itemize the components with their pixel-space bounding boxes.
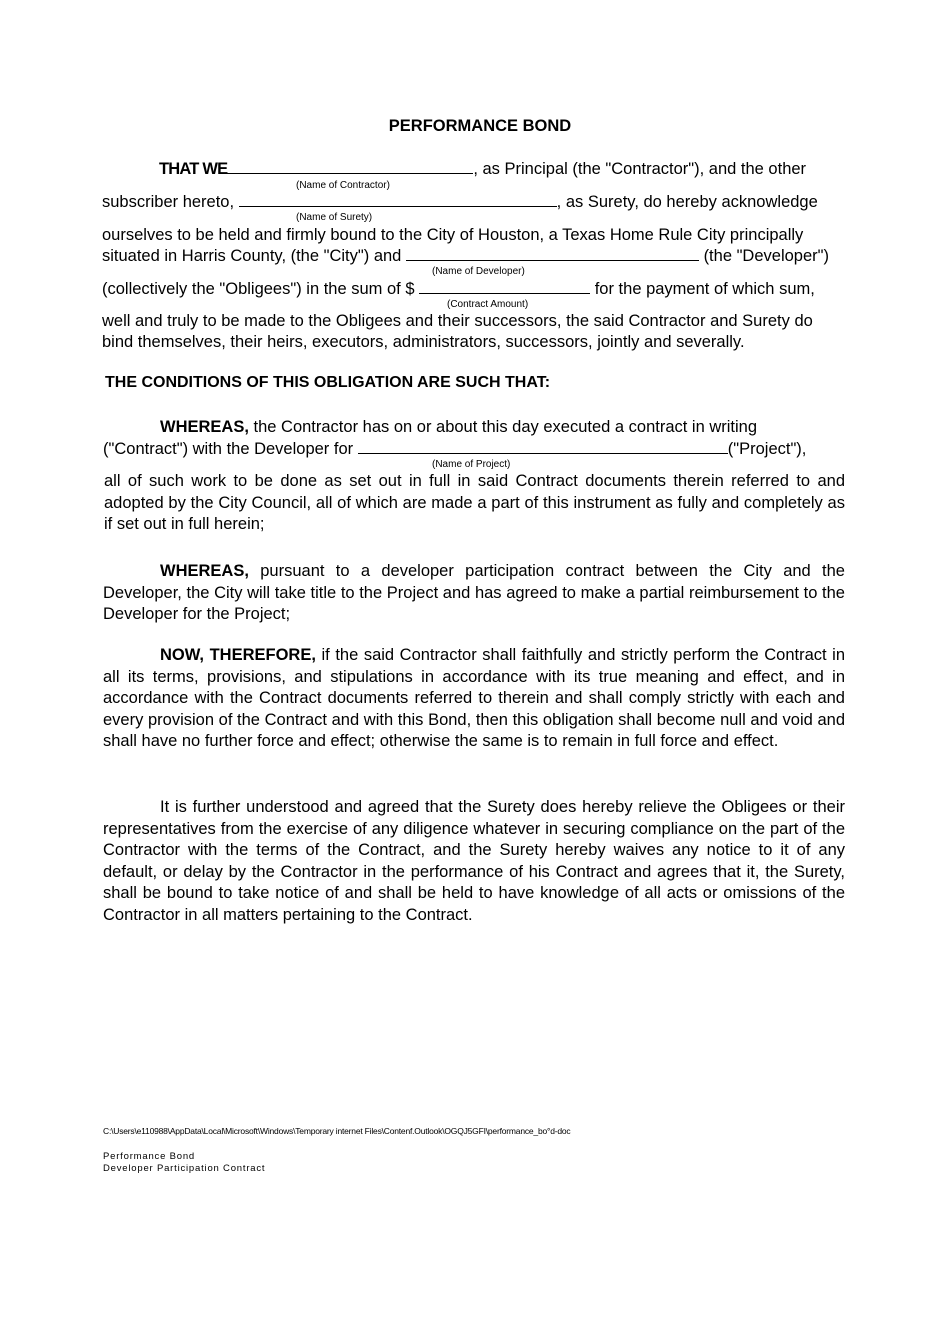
whereas-2-paragraph [103,561,845,626]
whereas-1-line-2-start: ("Contract") with the Developer for [103,440,354,458]
intro-line-1 [159,158,806,180]
intro-line-5-end: for the payment of which sum, [594,280,815,298]
intro-line-2 [102,191,818,213]
intro-line-4-start: situated in Harris County, (the "City") and [102,247,402,265]
further-paragraph [103,797,845,927]
caption-project: (Name of Project) [432,459,511,470]
footer-line-1: Performance Bond [103,1151,196,1162]
intro-line-2-start: subscriber hereto, [102,193,235,211]
whereas-1-line-2 [103,438,806,460]
whereas-1-line-2-end: ("Project"), [727,440,807,458]
intro-line-4-end: (the "Developer") [703,247,829,265]
intro-line-4 [102,245,829,267]
caption-developer: (Name of Developer) [432,266,525,277]
intro-line-5 [102,278,815,300]
project-name-blank[interactable] [358,438,728,454]
now-therefore-text: if the said Contractor shall faithfully and strictly perform the Contract in all its terms, provisions, and stipulations in accordance with its true meaning and effect, and in accordance with the Contract documents referred to therein and shall comply strictly with each and every provision of the Contract and with this Bond, then this obligation shall become null and void and shall have no further force and effect; otherwise the same is to remain in full force and effect. [103,646,845,751]
that-we-label: THAT WE [159,160,228,178]
developer-name-blank[interactable] [406,245,699,261]
caption-amount: (Contract Amount) [447,299,529,310]
whereas-1-line-1 [160,417,757,438]
file-path: C:\Users\e110988\AppData\Local\Microsoft\Windows\Temporary internet Files\Contenf.Outlook\OGQJ5GFI\performance_bo°d-doc [103,1126,571,1136]
intro-line-5-start: (collectively the "Obligees") in the sum of $ [102,280,415,298]
now-therefore-paragraph [103,645,845,753]
whereas-1-body: all of such work to be done as set out in full in said Contract documents therein referred to and adopted by the City Council, all of which are made a part of this instrument as fully and completely as if set out in full herein; [104,472,845,534]
whereas-1-label: WHEREAS, [160,418,249,436]
conditions-heading: THE CONDITIONS OF THIS OBLIGATION ARE SUCH THAT: [105,374,551,391]
contractor-name-blank[interactable] [227,158,473,174]
whereas-2-text: pursuant to a developer participation contract between the City and the Developer, the City will take title to the Project and has agreed to make a partial reimbursement to the Developer for the Project; [103,562,845,624]
footer-line-2: Developer Participation Contract [103,1163,266,1174]
intro-line-7: bind themselves, their heirs, executors, administrators, successors, jointly and severally. [102,333,745,351]
surety-name-blank[interactable] [239,191,557,207]
further-text: It is further understood and agreed that the Surety does hereby relieve the Obligees or their representatives from the exercise of any diligence whatever in securing compliance on the part of the Contractor with the terms of the Contract, and the Surety hereby waives any notice to it of any default, or delay by the Contractor in the performance of his Contract and agrees that it, the Surety, shall be bound to take notice of and shall be held to have knowledge of all acts or omissions of the Contractor in all matters pertaining to the Contract. [103,798,845,924]
whereas-1-line-1-text: the Contractor has on or about this day executed a contract in writing [248,418,758,436]
caption-surety: (Name of Surety) [296,212,373,223]
intro-line-2-end: , as Surety, do hereby acknowledge [556,193,818,211]
intro-line-1-text: , as Principal (the "Contractor"), and the other [473,160,807,178]
whereas-2-label: WHEREAS, [160,562,249,580]
now-therefore-label: NOW, THEREFORE, [160,646,316,664]
contract-amount-blank[interactable] [419,278,590,294]
caption-contractor: (Name of Contractor) [296,180,390,191]
intro-line-6: well and truly to be made to the Obligees and their successors, the said Contractor and Surety do [102,312,813,330]
intro-line-3: ourselves to be held and firmly bound to the City of Houston, a Texas Home Rule City principally [102,226,804,244]
document-title: PERFORMANCE BOND [388,117,572,135]
